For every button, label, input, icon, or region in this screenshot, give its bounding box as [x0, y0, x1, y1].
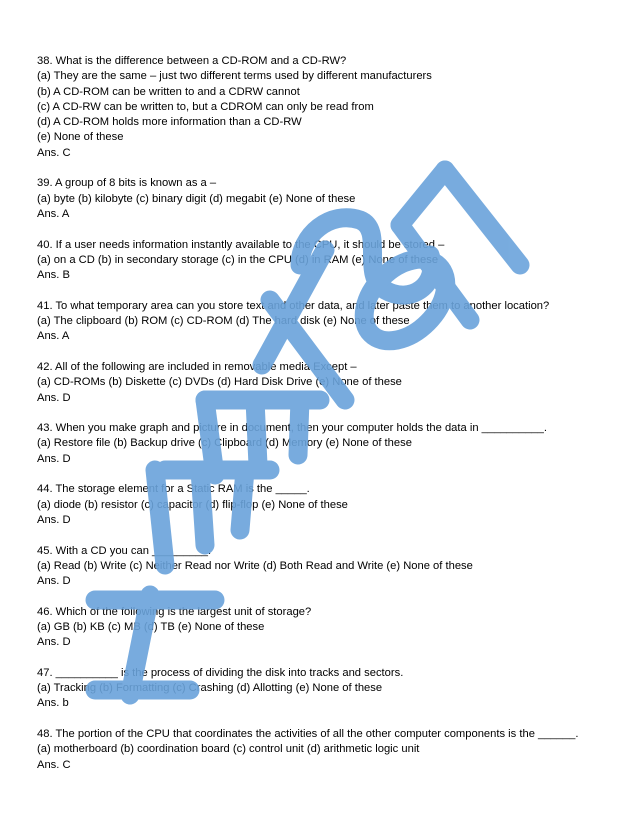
answer-option: (e) None of these — [37, 131, 124, 144]
answer-option: (a) byte (b) kilobyte (c) binary digit (d) megabit (e) None of these — [37, 192, 356, 205]
question-stem: 40. If a user needs information instantly available to the CPU, it should be stored – — [37, 238, 445, 251]
question-stem: 41. To what temporary area can you store text and other data, and later paste them to another location? — [37, 299, 550, 312]
answer-key: Ans. C — [37, 758, 71, 771]
question-block — [37, 176, 607, 222]
question-stem: 45. With a CD you can _________. — [37, 544, 212, 557]
answer-key: Ans. D — [37, 513, 71, 526]
answer-option: (a) Tracking (b) Formatting (c) Crashing (d) Allotting (e) None of these — [37, 682, 383, 695]
answer-option: (a) on a CD (b) in secondary storage (c) in the CPU (d) in RAM (e) None of these — [37, 253, 439, 266]
answer-option: (a) diode (b) resistor (c) capacitor (d) flip-flop (e) None of these — [37, 498, 348, 511]
question-block — [37, 544, 607, 590]
question-stem: 39. A group of 8 bits is known as a – — [37, 177, 217, 190]
answer-key: Ans. C — [37, 146, 71, 159]
question-block — [37, 605, 607, 651]
answer-key: Ans. D — [37, 452, 71, 465]
answer-key: Ans. D — [37, 575, 71, 588]
question-list — [37, 54, 607, 788]
question-block — [37, 666, 607, 712]
question-stem: 47. __________ is the process of dividing the disk into tracks and sectors. — [37, 666, 404, 679]
question-stem: 46. Which of the following is the largest unit of storage? — [37, 605, 312, 618]
answer-key: Ans. B — [37, 269, 70, 282]
answer-option: (a) GB (b) KB (c) MB (d) TB (e) None of these — [37, 620, 265, 633]
answer-key: Ans. A — [37, 330, 70, 343]
answer-key: Ans. A — [37, 207, 70, 220]
answer-option: (b) A CD-ROM can be written to and a CDRW cannot — [37, 85, 300, 98]
answer-key: Ans. D — [37, 391, 71, 404]
question-block — [37, 238, 607, 284]
answer-key: Ans. D — [37, 636, 71, 649]
question-block — [37, 421, 607, 467]
question-stem: 44. The storage element for a Static RAM is the _____. — [37, 483, 310, 496]
question-block — [37, 299, 607, 345]
question-block — [37, 360, 607, 406]
answer-option: (d) A CD-ROM holds more information than a CD-RW — [37, 116, 302, 129]
answer-option: (a) They are the same – just two different terms used by different manufacturers — [37, 70, 432, 83]
answer-option: (a) CD-ROMs (b) Diskette (c) DVDs (d) Hard Disk Drive (e) None of these — [37, 376, 402, 389]
answer-option: (a) motherboard (b) coordination board (c) control unit (d) arithmetic logic unit — [37, 743, 420, 756]
answer-option: (a) Read (b) Write (c) Neither Read nor Write (d) Both Read and Write (e) None of these — [37, 559, 473, 572]
answer-option: (a) Restore file (b) Backup drive (c) Clipboard (d) Memory (e) None of these — [37, 437, 412, 450]
question-block — [37, 482, 607, 528]
question-block — [37, 54, 607, 161]
question-stem: 42. All of the following are included in removable media Except – — [37, 360, 357, 373]
question-stem: 48. The portion of the CPU that coordinates the activities of all the other computer components is the ______. — [37, 728, 579, 741]
answer-option: (c) A CD-RW can be written to, but a CDROM can only be read from — [37, 100, 374, 113]
question-stem: 43. When you make graph and picture in document, then your computer holds the data in __________. — [37, 422, 547, 435]
question-block — [37, 727, 607, 773]
answer-key: Ans. b — [37, 697, 69, 710]
question-stem: 38. What is the difference between a CD-ROM and a CD-RW? — [37, 55, 347, 67]
answer-option: (a) The clipboard (b) ROM (c) CD-ROM (d) The hard disk (e) None of these — [37, 315, 410, 328]
